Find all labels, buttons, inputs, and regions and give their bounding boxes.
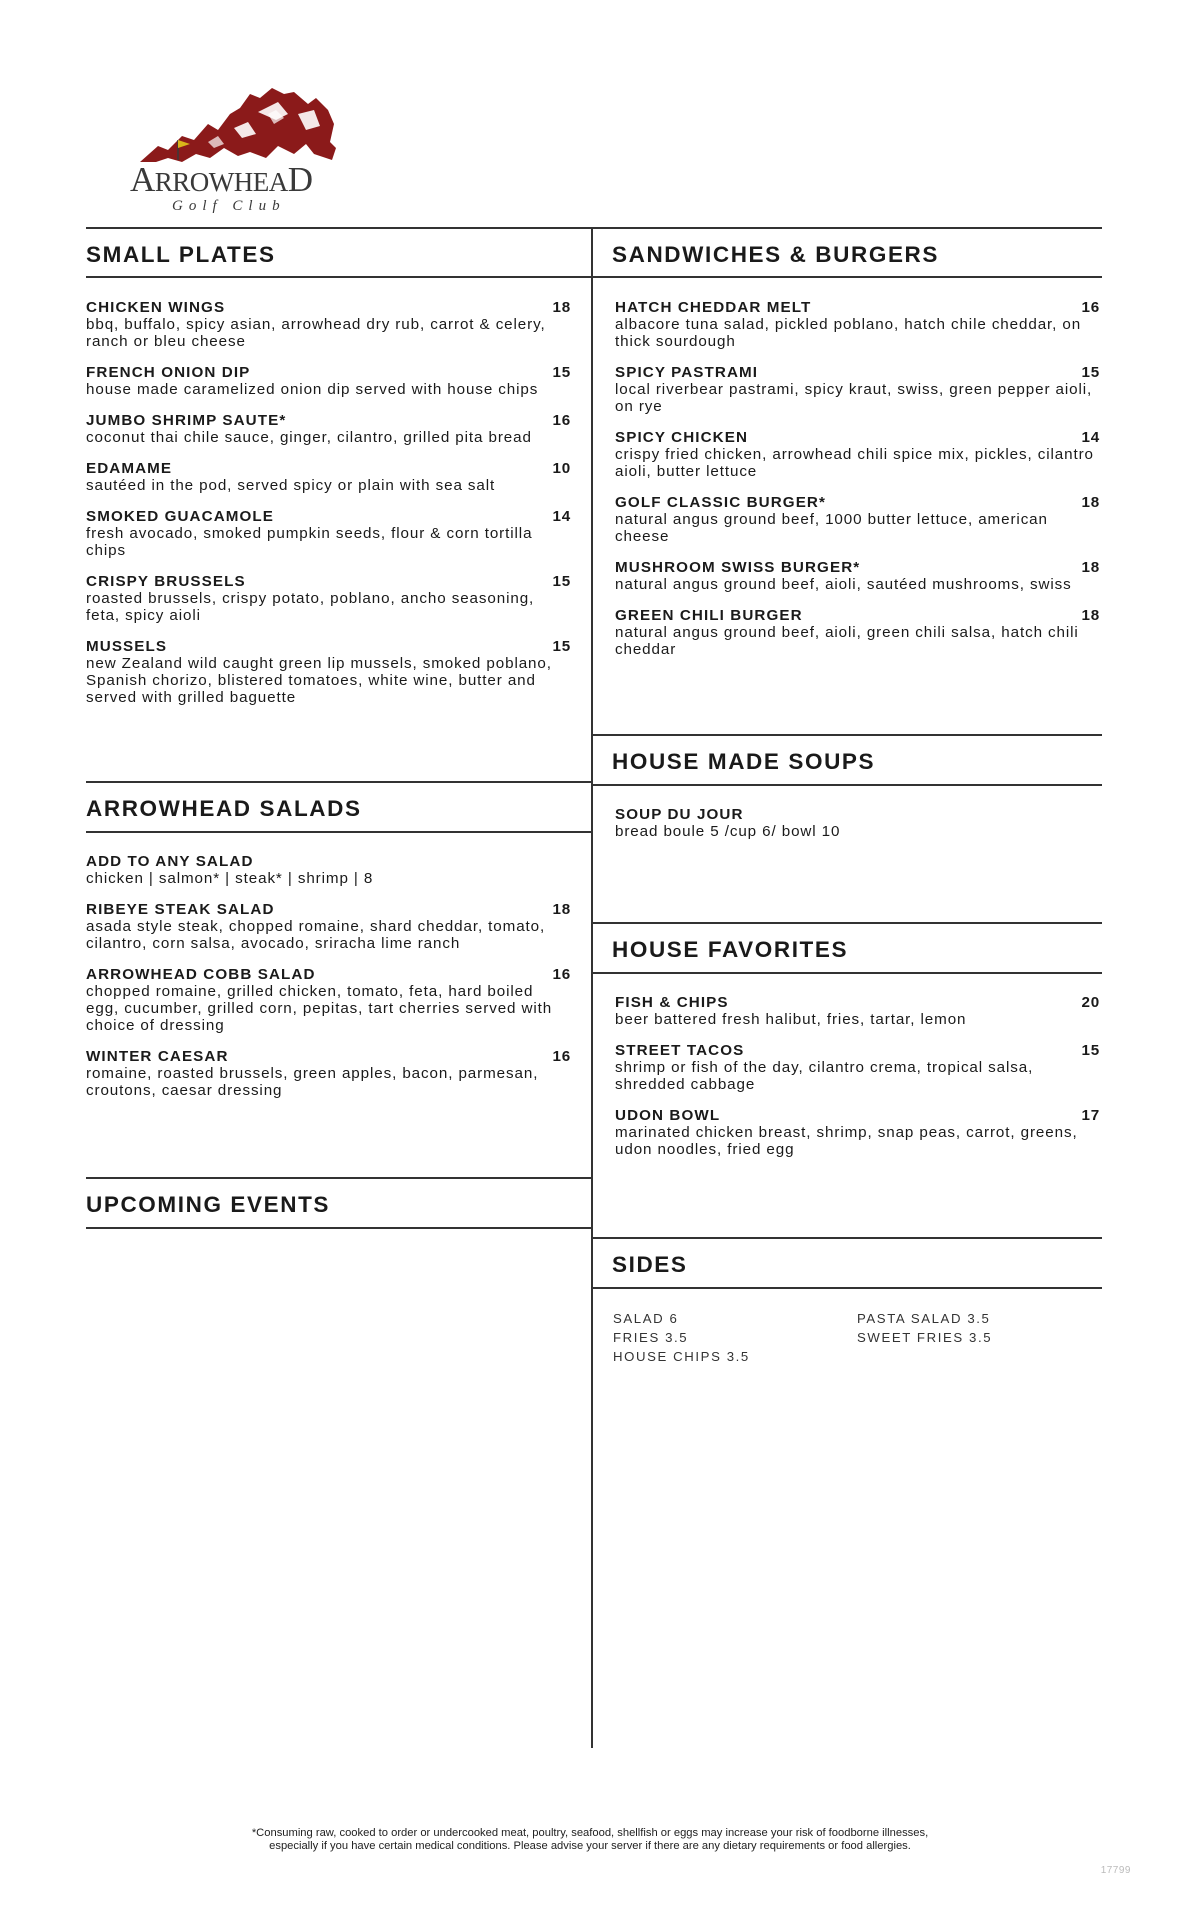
item-name: HATCH CHEDDAR MELT: [615, 299, 812, 316]
item-name: MUSHROOM SWISS BURGER*: [615, 559, 861, 576]
item-price: 14: [552, 508, 571, 525]
side-item: HOUSE CHIPS 3.5: [613, 1349, 750, 1364]
divider: [86, 1227, 592, 1229]
item-description: fresh avocado, smoked pumpkin seeds, flour & corn tortilla chips: [86, 525, 533, 559]
item-price: 15: [552, 364, 571, 381]
divider: [86, 781, 592, 783]
side-item: FRIES 3.5: [613, 1330, 689, 1345]
divider: [86, 831, 592, 833]
menu-item: [615, 299, 1100, 350]
item-price: 16: [552, 966, 571, 983]
menu-item: [86, 412, 571, 446]
menu-item: [86, 853, 571, 887]
divider: [592, 1287, 1102, 1289]
menu-item: [615, 494, 1100, 545]
logo-wordmark: ARROWHEAD: [130, 160, 313, 199]
item-name: SPICY PASTRAMI: [615, 364, 759, 381]
menu-item: [615, 994, 1100, 1028]
item-description: coconut thai chile sauce, ginger, cilantro, grilled pita bread: [86, 429, 532, 446]
item-name: UDON BOWL: [615, 1107, 721, 1124]
menu-item: [86, 966, 571, 1034]
divider: [592, 734, 1102, 736]
item-price: 18: [1081, 494, 1100, 511]
item-name: WINTER CAESAR: [86, 1048, 229, 1065]
disclaimer-line: *Consuming raw, cooked to order or undercooked meat, poultry, seafood, shellfish or eggs may increase your risk of foodborne illnesses,: [251, 1827, 929, 1839]
menu-item: [615, 429, 1100, 480]
item-name: CHICKEN WINGS: [86, 299, 226, 316]
item-description: chicken | salmon* | steak* | shrimp | 8: [86, 870, 374, 887]
column-divider: [591, 227, 593, 1748]
sandwiches-list: [615, 299, 1100, 672]
divider: [592, 972, 1102, 974]
favorites-list: [615, 994, 1100, 1172]
item-description: sautéed in the pod, served spicy or plain with sea salt: [86, 477, 496, 494]
menu-item: [615, 806, 1100, 840]
item-description: local riverbear pastrami, spicy kraut, swiss, green pepper aioli, on rye: [615, 381, 1093, 415]
item-price: 16: [1081, 299, 1100, 316]
section-title-soups: HOUSE MADE SOUPS: [612, 749, 876, 774]
sides-left-column: [613, 1309, 750, 1366]
section-title-sides: SIDES: [612, 1252, 688, 1277]
divider: [592, 784, 1102, 786]
item-description: marinated chicken breast, shrimp, snap peas, carrot, greens, udon noodles, fried egg: [615, 1124, 1078, 1158]
item-description: bread boule 5 /cup 6/ bowl 10: [615, 823, 841, 840]
item-description: crispy fried chicken, arrowhead chili spice mix, pickles, cilantro aioli, butter lettuce: [615, 446, 1094, 480]
section-title-small-plates: SMALL PLATES: [86, 242, 276, 267]
item-description: natural angus ground beef, aioli, sautéed mushrooms, swiss: [615, 576, 1072, 593]
item-description: chopped romaine, grilled chicken, tomato, feta, hard boiled egg, cucumber, grilled corn, pepitas, tart cherries served with choice of dressing: [86, 983, 553, 1034]
menu-item: [86, 901, 571, 952]
item-price: 15: [1081, 1042, 1100, 1059]
item-description: natural angus ground beef, 1000 butter lettuce, american cheese: [615, 511, 1048, 545]
menu-item: [615, 607, 1100, 658]
item-price: 15: [552, 573, 571, 590]
item-price: 16: [552, 412, 571, 429]
item-description: new Zealand wild caught green lip mussels, smoked poblano, Spanish chorizo, blistered tomatoes, white wine, butter and served with grilled baguette: [86, 655, 552, 706]
menu-item: [86, 460, 571, 494]
item-name: SOUP DU JOUR: [615, 806, 744, 823]
item-price: 16: [552, 1048, 571, 1065]
arrowhead-logo: [128, 84, 343, 219]
item-name: ARROWHEAD COBB SALAD: [86, 966, 316, 983]
document-code: 17799: [1100, 1865, 1131, 1876]
item-name: GOLF CLASSIC BURGER*: [615, 494, 827, 511]
item-name: SPICY CHICKEN: [615, 429, 749, 446]
item-name: FRENCH ONION DIP: [86, 364, 251, 381]
menu-item: [86, 508, 571, 559]
divider: [592, 276, 1102, 278]
item-description: natural angus ground beef, aioli, green chili salsa, hatch chili cheddar: [615, 624, 1079, 658]
menu-item: [86, 638, 571, 706]
side-item: SALAD 6: [613, 1311, 679, 1326]
divider: [86, 227, 1102, 229]
sides-right-column: [857, 1309, 992, 1347]
logo-tagline: Golf Club: [172, 198, 286, 214]
menu-item: [86, 573, 571, 624]
item-price: 18: [552, 299, 571, 316]
item-description: house made caramelized onion dip served with house chips: [86, 381, 539, 398]
item-price: 18: [1081, 607, 1100, 624]
item-description: shrimp or fish of the day, cilantro crema, tropical salsa, shredded cabbage: [615, 1059, 1034, 1093]
soups-list: [615, 806, 1100, 854]
menu-item: [86, 299, 571, 350]
item-description: roasted brussels, crispy potato, poblano, ancho seasoning, feta, spicy aioli: [86, 590, 535, 624]
item-name: EDAMAME: [86, 460, 173, 477]
item-price: 18: [1081, 559, 1100, 576]
divider: [86, 276, 592, 278]
divider: [86, 1177, 592, 1179]
section-title-events: UPCOMING EVENTS: [86, 1192, 331, 1217]
item-name: RIBEYE STEAK SALAD: [86, 901, 275, 918]
item-description: bbq, buffalo, spicy asian, arrowhead dry rub, carrot & celery, ranch or bleu cheese: [86, 316, 546, 350]
side-item: PASTA SALAD 3.5: [857, 1311, 991, 1326]
item-name: SMOKED GUACAMOLE: [86, 508, 275, 525]
item-description: asada style steak, chopped romaine, shard cheddar, tomato, cilantro, corn salsa, avocado, sriracha lime ranch: [86, 918, 546, 952]
divider: [592, 922, 1102, 924]
item-description: beer battered fresh halibut, fries, tartar, lemon: [615, 1011, 967, 1028]
small-plates-list: [86, 299, 571, 720]
item-description: romaine, roasted brussels, green apples, bacon, parmesan, croutons, caesar dressing: [86, 1065, 539, 1099]
allergy-disclaimer: [160, 1827, 1020, 1853]
item-name: ADD TO ANY SALAD: [86, 853, 254, 870]
section-title-sandwiches: SANDWICHES & BURGERS: [612, 242, 940, 267]
item-price: 14: [1081, 429, 1100, 446]
menu-item: [615, 1042, 1100, 1093]
menu-item: [615, 364, 1100, 415]
item-price: 10: [552, 460, 571, 477]
item-description: albacore tuna salad, pickled poblano, hatch chile cheddar, on thick sourdough: [615, 316, 1082, 350]
item-price: 18: [552, 901, 571, 918]
item-price: 15: [552, 638, 571, 655]
item-name: JUMBO SHRIMP SAUTE*: [86, 412, 287, 429]
item-name: FISH & CHIPS: [615, 994, 729, 1011]
item-name: MUSSELS: [86, 638, 168, 655]
divider: [592, 1237, 1102, 1239]
mountain-logo-icon: [138, 84, 348, 164]
item-name: GREEN CHILI BURGER: [615, 607, 803, 624]
menu-item: [615, 559, 1100, 593]
menu-item: [615, 1107, 1100, 1158]
section-title-favorites: HOUSE FAVORITES: [612, 937, 849, 962]
item-price: 20: [1081, 994, 1100, 1011]
item-name: CRISPY BRUSSELS: [86, 573, 246, 590]
item-price: 15: [1081, 364, 1100, 381]
menu-item: [86, 364, 571, 398]
salads-list: [86, 853, 571, 1113]
item-price: 17: [1081, 1107, 1100, 1124]
item-name: STREET TACOS: [615, 1042, 745, 1059]
side-item: SWEET FRIES 3.5: [857, 1330, 993, 1345]
section-title-salads: ARROWHEAD SALADS: [86, 796, 362, 821]
menu-item: [86, 1048, 571, 1099]
disclaimer-line: especially if you have certain medical conditions. Please advise your server if there are any dietary requirements or food allergies.: [269, 1840, 911, 1852]
